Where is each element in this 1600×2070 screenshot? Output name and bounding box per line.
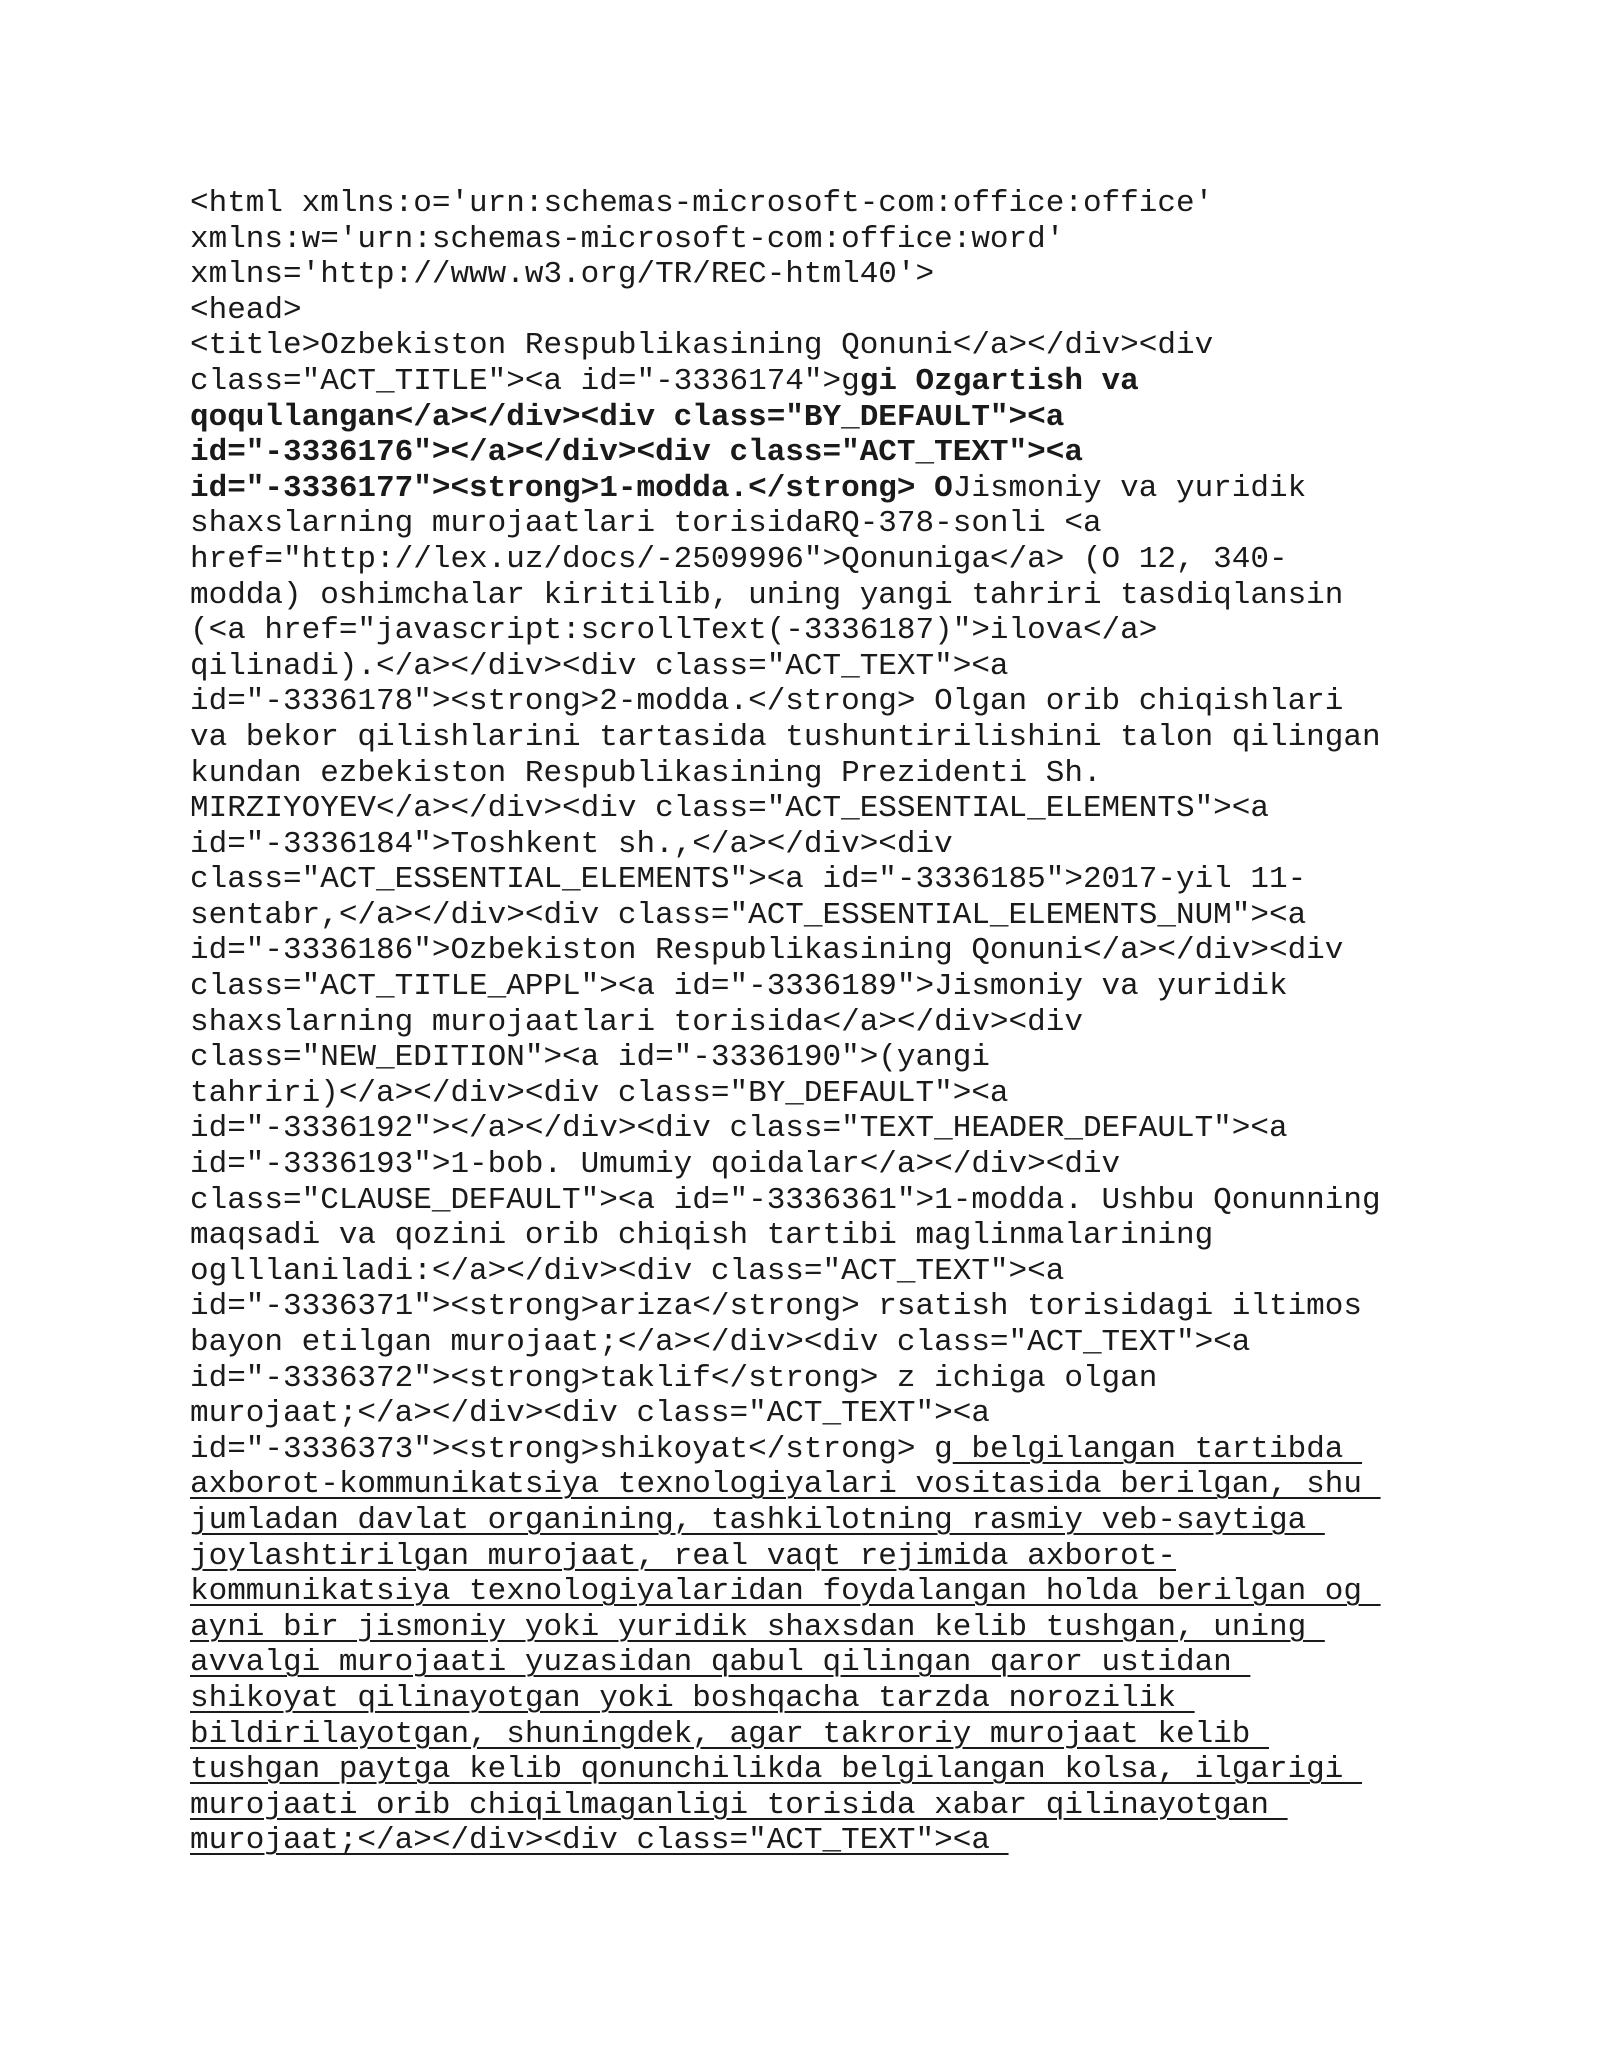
text-line — [190, 1040, 1450, 1076]
text-line — [190, 1183, 1450, 1219]
underlined-text-segment: tushgan paytga kelib qonunchilikda belgilangan kolsa, ilgarigi — [190, 1752, 1362, 1788]
text-line — [190, 222, 1450, 258]
text-segment: murojaat;</a></div><div class="ACT_TEXT"><a — [190, 1396, 990, 1432]
text-line — [190, 1823, 1450, 1859]
text-line — [190, 933, 1450, 969]
text-line — [190, 506, 1450, 542]
text-segment: id="-3336372"><strong>taklif</strong> z ichiga olgan — [190, 1360, 1158, 1396]
text-line — [190, 542, 1450, 578]
text-segment: shaxslarning murojaatlari torisidaRQ-378-sonli <a — [190, 506, 1102, 542]
underlined-text-segment: axborot-kommunikatsiya texnologiyalari vositasida berilgan, shu — [190, 1467, 1381, 1503]
text-line — [190, 898, 1450, 934]
text-segment: <html xmlns:o='urn:schemas-microsoft-com:office:office' — [190, 186, 1214, 221]
text-line — [190, 400, 1450, 436]
text-line — [190, 1574, 1450, 1610]
text-line — [190, 649, 1450, 685]
text-line — [190, 1717, 1450, 1753]
text-segment: id="-3336371"><strong>ariza</strong> rsatish torisidagi iltimos — [190, 1289, 1362, 1325]
text-line — [190, 1610, 1450, 1646]
bold-text-segment: id="-3336177"><strong>1-modda.</strong> O — [190, 470, 953, 506]
underlined-text-segment: jumladan davlat organining, tashkilotning rasmiy veb-saytiga — [190, 1502, 1325, 1538]
text-segment: id="-3336193">1-bob. Umumiy qoidalar</a></div><div — [190, 1147, 1121, 1183]
text-line — [190, 1325, 1450, 1361]
text-line — [190, 756, 1450, 792]
text-segment: <title>Ozbekiston Respublikasining Qonuni</a></div><div — [190, 328, 1214, 364]
text-line — [190, 1788, 1450, 1824]
text-segment: va bekor qilishlarini tartasida tushuntirilishini talon qilingan — [190, 719, 1381, 755]
text-segment: MIRZIYOYEV</a></div><div class="ACT_ESSENTIAL_ELEMENTS"><a — [190, 791, 1269, 827]
text-segment: shaxslarning murojaatlari torisida</a></div><div — [190, 1004, 1083, 1040]
text-line — [190, 684, 1450, 720]
underlined-text-segment: ayni bir jismoniy yoki yuridik shaxsdan kelib tushgan, uning — [190, 1609, 1325, 1645]
text-line — [190, 1076, 1450, 1112]
text-line — [190, 1681, 1450, 1717]
text-line — [190, 578, 1450, 614]
text-line — [190, 186, 1450, 222]
text-line — [190, 1289, 1450, 1325]
underlined-text-segment: joylashtirilgan murojaat, real vaqt rejimida axborot- — [190, 1538, 1176, 1574]
underlined-text-segment: avvalgi murojaati yuzasidan qabul qilingan qaror ustidan — [190, 1645, 1251, 1681]
text-line — [190, 969, 1450, 1005]
text-line — [190, 862, 1450, 898]
text-segment: oglllaniladi:</a></div><div class="ACT_TEXT"><a — [190, 1253, 1065, 1289]
text-segment: class="ACT_ESSENTIAL_ELEMENTS"><a id="-3336185">2017-yil 11- — [190, 862, 1307, 898]
underlined-text-segment: kommunikatsiya texnologiyalaridan foydalangan holda berilgan og — [190, 1574, 1381, 1610]
text-line — [190, 257, 1450, 293]
text-segment: kundan ezbekiston Respublikasining Prezidenti Sh. — [190, 755, 1102, 791]
text-segment: qilinadi).</a></div><div class="ACT_TEXT"><a — [190, 648, 1009, 684]
text-line — [190, 720, 1450, 756]
text-line — [190, 293, 1450, 329]
document-text-body — [190, 186, 1450, 1859]
text-segment: id="-3336186">Ozbekiston Respublikasining Qonuni</a></div><div — [190, 933, 1344, 969]
text-segment: bayon etilgan murojaat;</a></div><div class="ACT_TEXT"><a — [190, 1325, 1251, 1360]
text-line — [190, 1467, 1450, 1503]
bold-text-segment: gi Ozgartish va — [859, 363, 1139, 399]
text-segment: maqsadi va qozini orib chiqish tartibi maglinmalarining — [190, 1218, 1214, 1254]
text-segment: class="ACT_TITLE"><a id="-3336174">g — [190, 363, 860, 399]
underlined-text-segment: murojaat;</a></div><div class="ACT_TEXT"><a — [190, 1823, 1009, 1859]
text-segment: <head> — [190, 292, 302, 328]
text-line — [190, 1361, 1450, 1397]
underlined-text-segment: belgilangan tartibda — [952, 1431, 1363, 1467]
text-segment: href="http://lex.uz/docs/-2509996">Qonuniga</a> (O 12, 340- — [190, 541, 1288, 577]
text-line — [190, 1218, 1450, 1254]
text-line — [190, 827, 1450, 863]
text-line — [190, 1396, 1450, 1432]
text-segment: tahriri)</a></div><div class="BY_DEFAULT"><a — [190, 1075, 1009, 1111]
text-segment: id="-3336184">Toshkent sh.,</a></div><div — [190, 826, 953, 862]
text-line — [190, 1111, 1450, 1147]
text-segment: Jismoniy va yuridik — [952, 470, 1307, 506]
text-line — [190, 1254, 1450, 1290]
text-line — [190, 1147, 1450, 1183]
bold-text-segment: qoqullangan</a></div><div class="BY_DEFAULT"><a — [190, 399, 1065, 435]
text-line — [190, 1503, 1450, 1539]
underlined-text-segment: murojaati orib chiqilmaganligi torisida xabar qilinayotgan — [190, 1787, 1288, 1823]
text-segment: class="CLAUSE_DEFAULT"><a id="-3336361">1-modda. Ushbu Qonunning — [190, 1182, 1381, 1218]
text-line — [190, 1539, 1450, 1575]
text-line — [190, 364, 1450, 400]
underlined-text-segment: bildirilayotgan, shuningdek, agar takroriy murojaat kelib — [190, 1716, 1269, 1752]
text-line — [190, 435, 1450, 471]
text-line — [190, 613, 1450, 649]
text-line — [190, 1645, 1450, 1681]
text-segment: xmlns='http://www.w3.org/TR/REC-html40'> — [190, 257, 935, 293]
underlined-text-segment: shikoyat qilinayotgan yoki boshqacha tarzda norozilik — [190, 1680, 1195, 1716]
text-segment: id="-3336178"><strong>2-modda.</strong> Olgan orib chiqishlari — [190, 684, 1344, 720]
text-line — [190, 1752, 1450, 1788]
text-line — [190, 328, 1450, 364]
text-segment: modda) oshimchalar kiritilib, uning yangi tahriri tasdiqlansin — [190, 577, 1344, 613]
text-segment: class="NEW_EDITION"><a id="-3336190">(yangi — [190, 1040, 990, 1076]
text-segment: id="-3336373"><strong>shikoyat</strong> g — [190, 1431, 953, 1467]
text-line — [190, 471, 1450, 507]
text-segment: id="-3336192"></a></div><div class="TEXT_HEADER_DEFAULT"><a — [190, 1111, 1288, 1147]
text-segment: class="ACT_TITLE_APPL"><a id="-3336189">Jismoniy va yuridik — [190, 969, 1288, 1005]
text-line — [190, 1432, 1450, 1468]
text-segment: xmlns:w='urn:schemas-microsoft-com:office:word' — [190, 221, 1065, 257]
text-line — [190, 1005, 1450, 1041]
text-segment: (<a href="javascript:scrollText(-3336187)">ilova</a> — [190, 613, 1158, 649]
bold-text-segment: id="-3336176"></a></div><div class="ACT_TEXT"><a — [190, 435, 1083, 471]
text-segment: sentabr,</a></div><div class="ACT_ESSENTIAL_ELEMENTS_NUM"><a — [190, 897, 1307, 933]
text-line — [190, 791, 1450, 827]
